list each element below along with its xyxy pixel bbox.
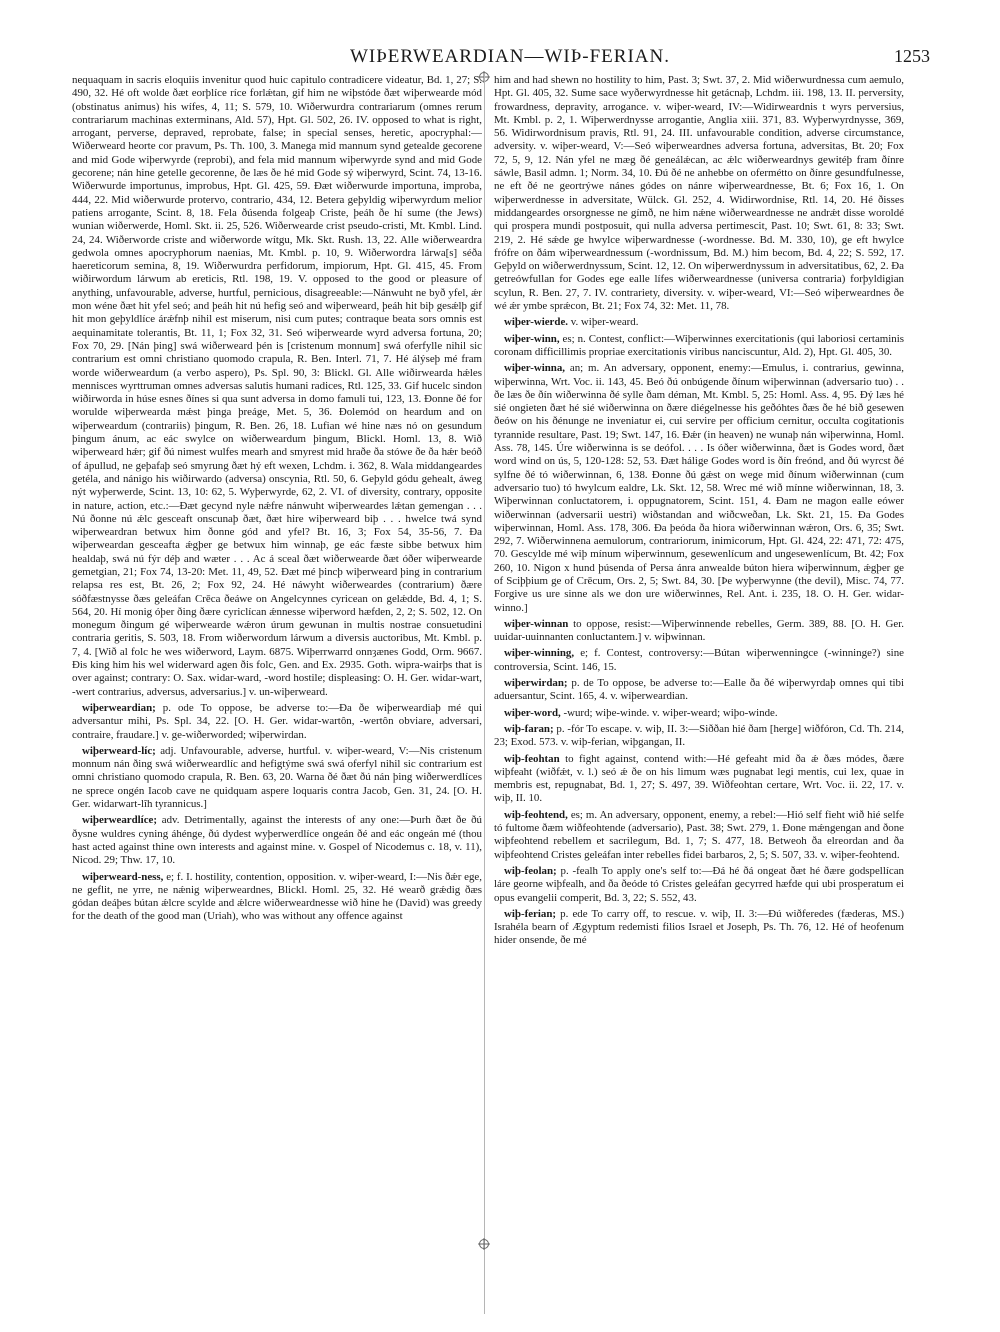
entry-text: him and had shewn no hostility to him, Past. 3; Swt. 37, 2. Mid wiðerwurdnessa cum aemulo, Hpt. Gl. 405, 32. Sume sace wyðerwyrdnesse hit getácnaþ, Lchdm. iii. 198, 13. II. perversity, frowardness, depravity, arrogance. v. wiþer-weard, IV:—Widirweardnis t wyrs perversius, Mt. Kmbl. p. 2, 1. Wiþerwerdnysse arrogantie, Anglia xiii. 371, 83. Wyþerwyrdnysse, 369, 56. Widirwordnisum pravis, Rtl. 91, 24. III. unfavourable condition, adverse circumstance, adversity. v. wiþer-weard, V:—Seó wiþerweardnes adversa fortuna, adversitas, Bt. 20; Fox 72, 5, 9, 12. Nán yfel ne mæg ðé geneálǽcan, ac ǽlc wiðerweardnys gewitéþ fram ðínre sáwle, Basil admn. 1; Norm. 34, 10. Ðú ðé ne anhebbe on ofermétto on ðínre gesundfulnesse, ne eft ðé ne geortrýwe nánes gódes on nánre wiþerweardnesse, Bt. 6; Fox 16, 1. On wiþerwerdnesse in adversitate, Wülck. Gl. 252, 4. Widirwordnise, Rtl. 14, 20. Hé ðisses middangeardes orsorgnesse ne gímð, ne him nǽne wiðerweardnesse ne andrǽt disse woroldé qui prospera mundi postposuit, qui nulla adversa pertimescit, Past. 10; Swt. 61, 8: 33; Swt. 219, 2. Hé sǽde ge hwylce wiþerwardnesse (-wordnesse. Bd. M. 330, 10), ge eft hwylce frófre on ðám wiþerweardnessum (-wordnissum, Bd. M.) him becom, Bd. 4, 22; S. 592, 17. Geþyld on wiðerwerdnyssum, Scint. 12, 12. On wiþerwerdnyssum in adversitatibus, 62, 2. Ða getreówfullan for Godes ege ealle lífes wiðerweardnesse (universa contraria) forþyldigian scylun, R. Ben. 27, 7. IV. contrariety, diversity. v. wiþer-weard, VI:—Seó wiþerweardnes ðe wé ǽr ymbe sprǽcon, Bt. 21; Fox 74, 32: Met. 11, 78. xyxy=(494,74,904,313)
dictionary-entry xyxy=(494,707,904,720)
dictionary-entry xyxy=(72,745,482,811)
headword: wiþer-winnan xyxy=(504,617,569,630)
entry-text: e; f. I. hostility, contention, opposition. v. wiþer-weard, I:—Nis ðǽr ege, ne geflit, ne yrre, ne nǽnig wiþerweardnes, Blickl. Homl. 25, 32. Hé wearð grǽdig ðæs gódan deáþes bútan ǽlcre scylde and ǽlcre wiðerweardnesse wið hine he (David) was greedy for the death of the good man (Uriah), who was without any offence against xyxy=(72,870,482,923)
headword: wiþ-feohtend, xyxy=(504,808,568,821)
column-divider xyxy=(484,74,485,1314)
headword: wiþ-feolan; xyxy=(504,864,557,877)
dictionary-entry xyxy=(494,647,904,674)
dictionary-entry xyxy=(494,865,904,905)
entry-text: p. de To oppose, be adverse to:—Ealle ða ðé wiþerwyrdaþ omnes qui tibi aduersantur, Scint. 165, 4. v. wiþerweardian. xyxy=(494,677,904,703)
dictionary-entry xyxy=(494,677,904,704)
dictionary-entry xyxy=(494,618,904,645)
entry-text: p. -fór To escape. v. wiþ, II. 3:—Siððan hié ðam [herge] wiðfóron, Cd. Th. 214, 23; Exod. 573. v. wiþ-ferian, wiþgangan, II. xyxy=(494,722,904,749)
entry-text: adj. Unfavourable, adverse, hurtful. v. wiþer-weard, V:—Nis cristenum monnum nán ðing swá wiðerweardlíc and hefigtýme swá swá oferfyl nihil sic contrarium est omni christiano quomodo crapula, R. Ben. 63, 20. Warna ðé ðæt ðú nán þing wiðerwerdlíces ne sprece ongén Iacob cave ne quidquam aspere loquaris contra Jacob, Gen. 31, 24. [O. H. Ger. widarwart-lîh tyrannicus.] xyxy=(72,744,482,811)
headword: wiþerweardian; xyxy=(82,701,156,714)
headword: wiþ-faran; xyxy=(504,722,554,735)
entry-text: e; f. Contest, controversy:—Bútan wiþerwenningce (-winninge?) sine controversia, Scint. 146, 15. xyxy=(494,647,904,673)
headword: wiþer-winna, xyxy=(504,362,566,375)
entry-text: es; n. Contest, conflict:—Wiþerwinnes exercitationis (qui laboriosi certaminis coronam difficillimis propriae exercitationis viribus nanciscuntur, Ald. 2), Hpt. Gl. 405, 30. xyxy=(494,332,904,358)
headword: wiþer-winn, xyxy=(504,332,560,345)
dictionary-entry xyxy=(72,702,482,742)
entry-text: v. wiþer-weard. xyxy=(570,316,639,329)
entry-text: p. -fealh To apply one's self to:—Ðá hé ðá ongeat ðæt hé ðære godspellícan láre georne wiþfealh, and ða ðeóde tó Cristes geleáfan gecyrred hæfde qui ubi prosperatum ei opus evangelii comperit, Bd. 3, 22; S. 552, 43. xyxy=(494,864,904,904)
headword: wiþer-wierde. xyxy=(504,316,569,329)
entry-text: to oppose, resist:—Wiþerwinnende rebelles, Germ. 389, 88. [O. H. Ger. uuidar-uuinnanten conluctantem.] v. wiþwinnan. xyxy=(494,617,904,644)
dictionary-entry xyxy=(72,74,482,699)
dictionary-entry xyxy=(494,333,904,360)
entry-text: an; m. An adversary, opponent, enemy:—Emulus, i. contrarius, gewinna, wiþerwinna, Wrt. Voc. ii. 143, 45. Beó ðú onbúgende ðínum wiþerwinnan (adversario tuo) . . ðe læs ðe ðín wiðerwinna ðé sylle ðam déman, Mt. Kmbl. 5, 25: Homl. Ass. 4, 95. Ðý læs hé sié ongieten ðæt hé sié wiðerwinna on ðære diégelnesse his geðóhtes ðæs ðe hé bið gesewen ðeów on his ðénunge ne inveniatur ei, cui servire per officium cernitur, occulta cogitationis tyrannide resultare, Past. 19; Swt. 147, 16. Ðǽr (in heaven) ne wunaþ nán wiþerwinna, Homl. Ass. 78, 145. Úre wiðerwinna is se deófol. . . . Is óðer wiðerwinna, ðæt is Godes word, ðæt word wind on ús, 5, 120-128: 52, 53. Ðæt hálige Godes word is ðín freónd, and ðú wyrcst ðé sylfne ðé tó wiðerwinnan, 6, 138. Ðonne ðú gǽst on wege mid ðínum wiðerwinnan (cum adversario tuo) tó hwylcum ealdre, Lk. Skt. 12, 58. Wrec mé wið mínne wiðerwinnan, 18, 3. Wiþerwinnan conluctatorem, i. oppugnatorem, Scint. 151, 4. Ðam ne magon ealle eówer wiðerwinnan (adversarii uestri) wiðstandan and wiðcweðan, Lk. Skt. 21, 15. Ða Godes wiþerwinnan, Homl. Ass. 178, 306. Ða þeóda ða hiora wiðerwinnan wǽron, Ors. 6, 35; Swt. 292, 7. Wiðerwinnena aemulorum, contrariorum, inimicorum, Hpt. Gl. 424, 22: 471, 72: 475, 70. Gescylde mé wiþ mínum wiþerwinnum, gesewenlícum and ungesewenlícum, Bt. 42; Fox 260, 10. Nigon x hund þúsenda of Persa ánra anwealde búton hiera wiþerwinnum, ǽgþer ge of Sciþþium ge of Crēcum, Ors. 2, 5; Swt. 84, 30. [Þe wyþerwynne (the devil), Misc. 74, 77. Forgive us ure sinne als we don ure wiðerwinnes, Rel. Ant. i. 235, 18. O. H. Ger. widar-winno.] xyxy=(494,362,904,614)
entry-text: nequaquam in sacris eloquiis invenitur quod huic capitulo contradicere videatur, Bd. 1, 27; S. 490, 32. Hé oft wolde ðæt eorþlíce ríce forlǽtan, gif him ne wiþstóde ðæt wiþerwearde mód (obstinatus animus) his wífes, 4, 11; S. 579, 10. Wiðerwurdra contrariarum (omnes rerum contrariarum machinas exterminans, Ald. 57), Hpt. Gl. 502, 26. IV. opposed to what is right, arrogant, perverse, depraved, reprobate, false; in special senses, heretic, apocryphal:—Wiðerweard heorte cor pravum, Ps. Th. 100, 3. Manega mid mannum synd getealde gecorene and mid Gode wiþerwyrde (reprobi), and fela mid mannum wiþerwyrde synd and mid Gode gecorene; nán hine getelle gecorenne, ðe læs ðe hé mid Gode sý wiþerwyrd, Scint. 74, 13-16. Wiðerwurde importunus, improbus, Hpt. Gl. 425, 59. Ðæt wiðerwurde importuna, improba, 444, 22. Mid wiðerwurde protervo, contrario, 434, 12. Betera geþyldig wiþerwyrdum melior patiens arrogante, Scint. 8, 18. Fela ðúsenda folgeaþ Criste, þeáh ðe hí sume (the Jews) wunian wiðerwerde, Homl. Skt. ii. 25, 526. Wiðerwearde crist pseudo-cristi, Mt. Kmbl. Lind. 24, 24. Wiðerworde criste and wiðerworde wítgu, Mk. Skt. Rush. 13, 22. Alle wiðerweardra gedwola omnes apocryphorum naenias, Mt. Kmbl. p. 10, 9. Wiðerwordra lárwa[s] séða haereticorum semina, 8, 19. Wiðerwurdra perfidorum, impiorum, Hpt. Gl. 415, 45. From wiðirwordum lárwum ab ereticis, Rtl. 198, 19. V. opposed to the good or pleasure of anything, unfavourable, adverse, hurtful, pernicious, disagreeable:—Nánwuht ne byð yfel, ǽr mon wéne ðæt hit yfel seó; and þeáh hit nú hefig seó and wiþerweard, þeáh hit biþ gesǽlþ gif hit mon geþyldlíce árǽfnþ nihil est miserum, nisi cum putes; contraque beata sors omnis est aequinamitate tolerantis, Bt. 11, 1; Fox 32, 31. Seó wiþerwearde wyrd adversa fortuna, 20; Fox 70, 29. [Nán þing] swá wiðerweard þén is [cristenum monnum] swá oferfylle nihil sic contrarium est omni christiano quomodo crapula, R. Ben. Interl. 71, 7. Hé álýseþ mé fram worde wiðerweardum (a verbo aspero), Ps. Spl. 90, 3: Blickl. Gl. Alle wiðirwearda hǽles mennisces wyrttruman omnes adversas salutis humani radices, Rtl. 125, 33. Gif hucelc sindon wiðirworda in húse esnes ðínes si qua sunt adversa in domo famuli tui, 123, 13. Ðonne ðé for worulde wiþerwearda mǽst þinga þreáge, Met. 5, 36. Ðolemód on heardum and on wiþerweardum (contrariis) þingum, R. Ben. 26, 18. Lufian wé hine næs nó on gesundum þingum ánum, ac eác swylce on wiðerweardum þingum, Blickl. Homl. 13, 8. Wið wiþerweard hǽr; gif ðú nimest wulfes mearh and smyrest mid hraðe ða stówe ðe ða hǽr beóð of ápullud, ne geþafaþ seó smyrung ðæt hý eft wexen, Lchdm. i. 362, 8. Wala middangeardes getéla, and nánigo his wiðirwardo (adversa) onscynia, Rtl. 50, 6. Geþyld gódu gehealt, áweg nýt wyþerwerde, Scint. 13, 10: 62, 5. Wyþerwyrde, 62, 2. VI. of diversity, contrary, opposite in nature, action, etc.:—Ðæt gecynd nyle nǽfre nánwuht wiþerweardes lǽtan gemengan . . . Nú ðonne nú ǽlc gesceaft onscunaþ ðæt, ðæt hire wiþerweard biþ . . . hwelce twá synd wiþerweardran betwux him ðonne gód and yfel? Bt. 16, 3; Fox 54, 35-56, 7. Ða wiþerweardan gesceafta ǽgþer ge betwux him winnaþ, ge eác fæste sibbe betwux him healdaþ, swá nú fýr déþ and wæter . . . Ac á sceal ðæt wiðerwearde ðæt óðer wiþerwearde gemetgian, 21; Fox 74, 13-20: Met. 11, 49, 52. Ðæt mé þincþ wiþerweard þing in contrarium relapsa res est, Bt. 26, 2; Fox 92, 24. Hé náwyht wiðerweardes (contrarium) ðære sóðfæstnysse ðæs geleáfan Crēca ðeáwe on Angelcynnes cyricean on gelǽdde, Bd. 4, 1; S. 564, 20. Hí monig óþer ðing ðære cyriclícan ǽnnesse wiþerword hæfden, 2, 2; S. 502, 12. On monegum ðingum gé wiþerwearde wǽron úrum gewunan in multis nostrae consuetudini contraria geritis, S. 503, 18. From wiðerwordum lárwum a diversis auctoribus, Mt. Kmbl. p. 7, 4. [Wið al folc he wes wiðerword, Laym. 6875. Wiþerrwarrd onnȝænes Godd, Orm. 9667. Ðis king him his wel widerward agen ðis folc, Gen. and Ex. 2935. Goth. wipra-wairþs that is over against; contrary: O. Sax. widar-ward, -word hostile; displeasing: O. H. Ger. widar-wart, -wert contrarius, adversus, adversarius.] v. un-wiþerweard. xyxy=(72,74,482,698)
page-number: 1253 xyxy=(894,46,930,66)
dictionary-entry xyxy=(72,814,482,867)
dictionary-entry xyxy=(494,908,904,948)
dictionary-entry xyxy=(494,723,904,750)
headword: wiþerweard-ness, xyxy=(82,870,164,883)
running-title: WIÞERWEARDIAN—WIÞ-FERIAN. xyxy=(349,46,670,67)
right-column xyxy=(494,74,904,1314)
entry-text: p. ode To oppose, be adverse to:—Ða ðe wiþerweardiaþ mé qui adversantur mihi, Ps. Spl. 34, 22. [O. H. Ger. widar-wartôn, -wertôn obviare, adversari, contraire, fraudare.] v. ge-wiðerworded; wiþerwirdan. xyxy=(72,701,482,741)
entry-text: -wurd; wiþe-winde. v. wiþer-weard; wiþo-winde. xyxy=(563,706,778,719)
dictionary-entry xyxy=(494,753,904,806)
entry-text: to fight against, contend with:—Hé gefeaht mid ða ǽ ðæs módes, ðære wiþfeaht (wiðfǽt, v. l.) seó ǽ ðe on his limum wæs pugnabat legi mentis, cui lex, quae in membris est, repugnabat, Bd. 1, 27; S. 497, 39. Wiðfeohtan certare, Wrt. Voc. ii. 22, 17. v. wiþ, II. 10. xyxy=(494,752,904,805)
dictionary-entry xyxy=(494,362,904,615)
headword: wiþ-ferian; xyxy=(504,907,557,920)
dictionary-entry xyxy=(494,809,904,862)
left-column xyxy=(72,74,482,1314)
entry-text: p. ede To carry off, to rescue. v. wiþ, II. 3:—Ðú wiðferedes (fæderas, MS.) Israhéla bearn of Ægyptum redemisti filios Israel et Joseph, Ps. Th. 76, 12. Hé of heofenum hider onsende, ðe mé xyxy=(494,907,904,947)
dictionary-entry xyxy=(72,871,482,924)
headword: wiþer-winning, xyxy=(504,647,575,660)
headword: wiþ-feohtan xyxy=(504,752,560,765)
headword: wiþerweardlíce; xyxy=(82,814,157,827)
entry-text: es; m. An adversary, opponent, enemy, a rebel:—Hió self fieht wið hié selfe tó fultome ðæm wiðfeohtende (adversario), Past. 38; Swt. 279, 1. Ðone mǽngengan and ðone wiþfeohtend rebellem et sacrilegum, Bd. 1, 7; S. 477, 18. Betweoh ða elreordan and ða wiþfeohtend Cristes geleáfan inter rebelles fidei barbaros, 2, 5; S. 507, 33. v. wiþer-feohtend. xyxy=(494,808,904,861)
entry-text: adv. Detrimentally, against the interests of any one:—Þurh ðæt ðe ðú ðysne wuldres cyning áhénge, ðú dydest wyþerwerdlíce ongeán ðé and eác ongeán mé (thou hast acted against thine own interests and against mine. v. Gospel of Nicodemus c. 18, v. 11), Nicod. 29; Thw. 17, 10. xyxy=(72,814,482,867)
dictionary-entry xyxy=(494,316,904,329)
headword: wiþer-word, xyxy=(504,706,561,719)
page-header xyxy=(90,46,930,68)
dictionary-entry xyxy=(494,74,904,313)
headword: wiþerwirdan; xyxy=(504,677,568,690)
headword: wiþerweard-líc; xyxy=(82,744,156,757)
